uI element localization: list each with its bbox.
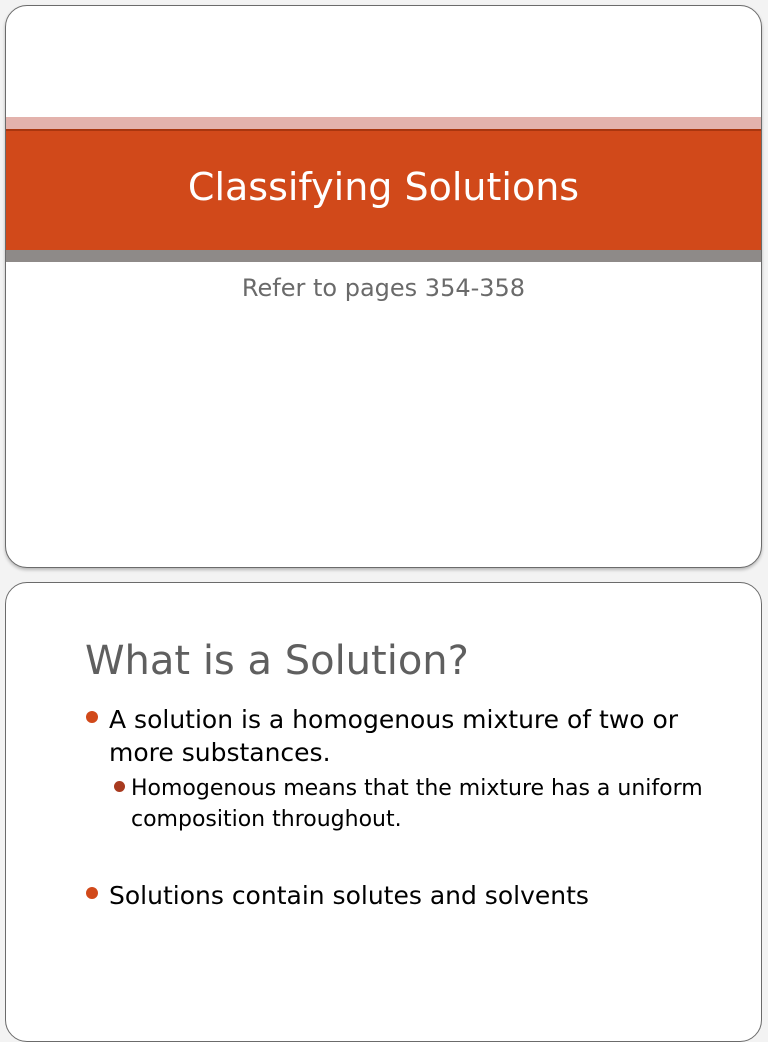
- bullet-text: Solutions contain solutes and solvents: [109, 881, 589, 910]
- title-slide: [5, 5, 762, 568]
- content-heading: What is a Solution?: [85, 638, 469, 684]
- content-slide: [5, 582, 762, 1042]
- slide-title: Classifying Solutions: [187, 164, 580, 209]
- bullet-text: A solution is a homogenous mixture of two or more substances.: [109, 705, 679, 767]
- sub-bullet-item: [131, 773, 731, 835]
- title-band: [6, 129, 761, 250]
- bullet-dot-icon: [86, 887, 98, 899]
- bullet-dot-icon: [86, 711, 98, 723]
- bullet-item: [109, 879, 729, 912]
- title-band-bottom-stripe: [6, 250, 761, 262]
- slide-subtitle: Refer to pages 354-358: [241, 274, 526, 302]
- bullet-item: [109, 703, 729, 769]
- sub-bullet-dot-icon: [114, 781, 125, 792]
- sub-bullet-text: Homogenous means that the mixture has a uniform composition throughout.: [131, 776, 703, 832]
